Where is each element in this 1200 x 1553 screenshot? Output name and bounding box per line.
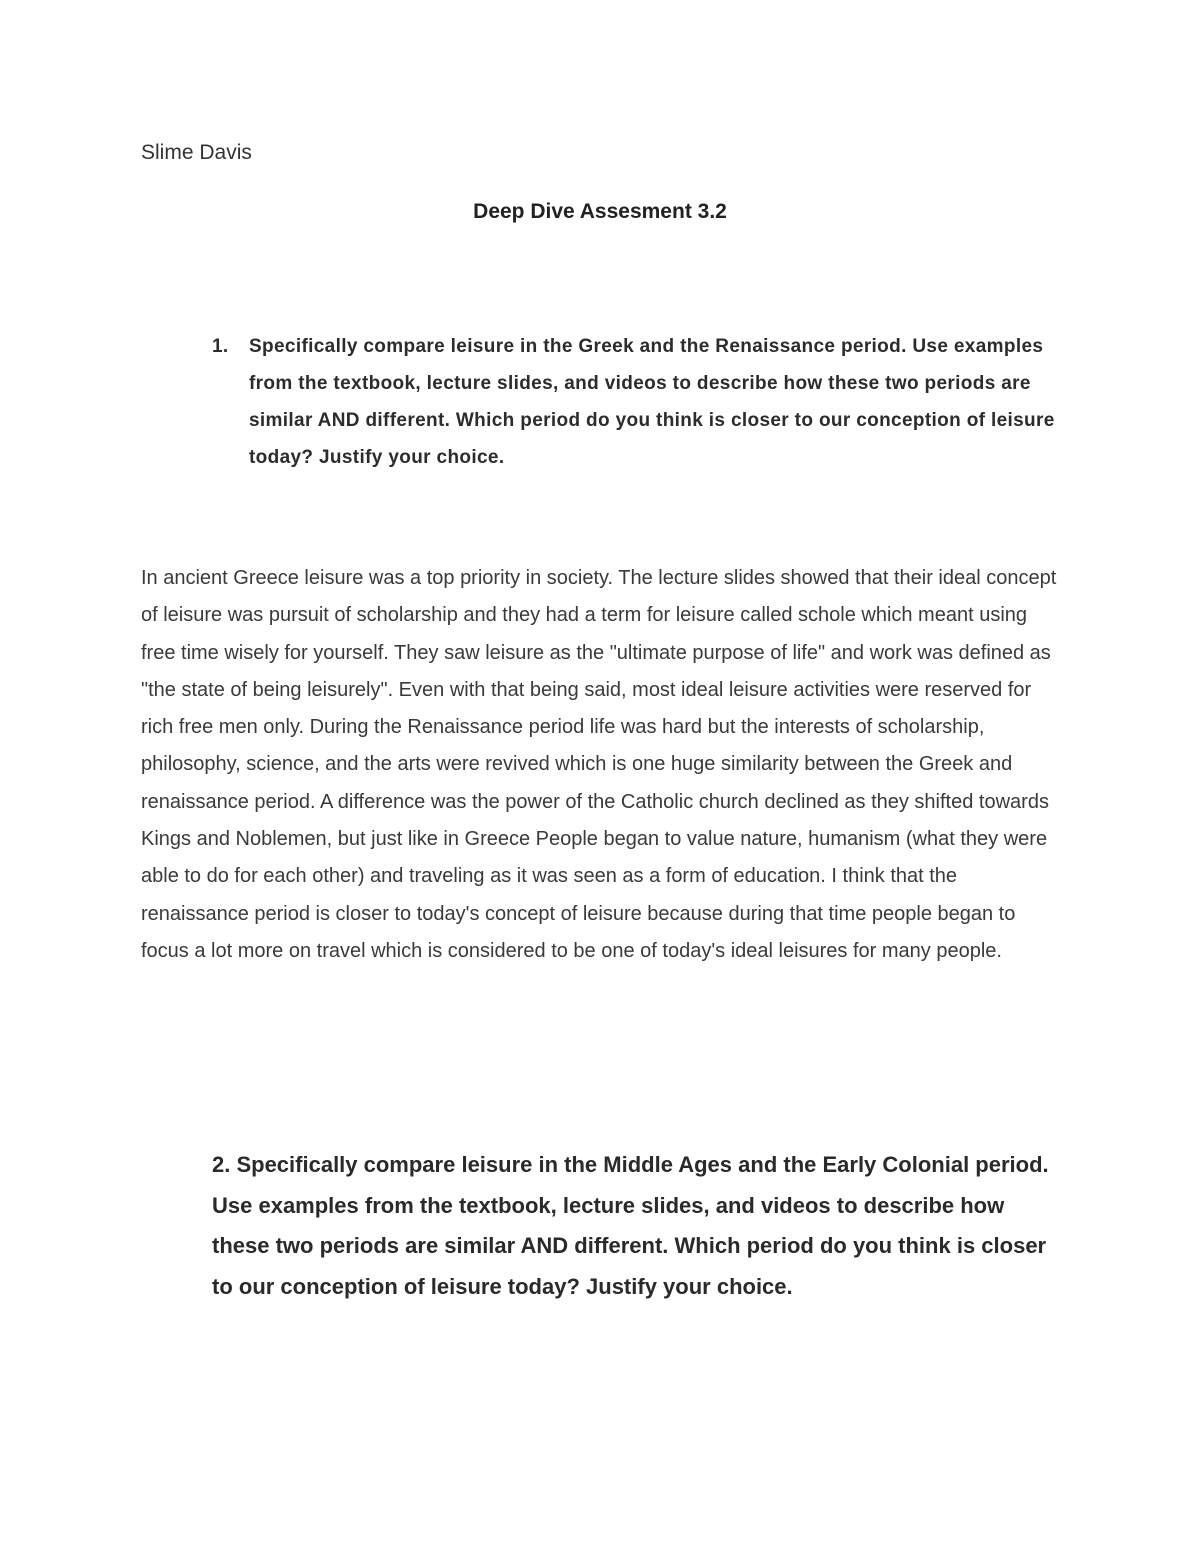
question-1-text: Specifically compare leisure in the Greek and the Renaissance period. Use examples from the textbook, lecture slides, and videos to describe how these two periods are similar AND different. Which period do you think is closer to our conception of leisure today? Justify your choice.: [249, 336, 1055, 468]
question-1-number: 1.: [212, 336, 229, 357]
document-title: Deep Dive Assesment 3.2: [473, 200, 727, 223]
answer-1-paragraph: In ancient Greece leisure was a top priority in society. The lecture slides showed that their ideal concept of leisure was pursuit of scholarship and they had a term for leisure called schole which meant using free time wisely for yourself. They saw leisure as the "ultimate purpose of life" and work was defined as "the state of being leisurely". Even with that being said, most ideal leisure activities were reserved for rich free men only. During the Renaissance period life was hard but the interests of scholarship, philosophy, science, and the arts were revived which is one huge similarity between the Greek and renaissance period. A difference was the power of the Catholic church declined as they shifted towards Kings and Noblemen, but just like in Greece People began to value nature, humanism (what they were able to do for each other) and traveling as it was seen as a form of education. I think that the renaissance period is closer to today's concept of leisure because during that time people began to focus a lot more on travel which is considered to be one of today's ideal leisures for many people.: [141, 567, 1057, 962]
author-name: Slime Davis: [141, 141, 252, 164]
question-1: [212, 328, 1072, 476]
question-2-text: 2. Specifically compare leisure in the Middle Ages and the Early Colonial period. Use examples from the textbook, lecture slides, and videos to describe how these two periods are similar AND different. Which period do you think is closer to our conception of leisure today? Justify your choice.: [212, 1152, 1049, 1299]
